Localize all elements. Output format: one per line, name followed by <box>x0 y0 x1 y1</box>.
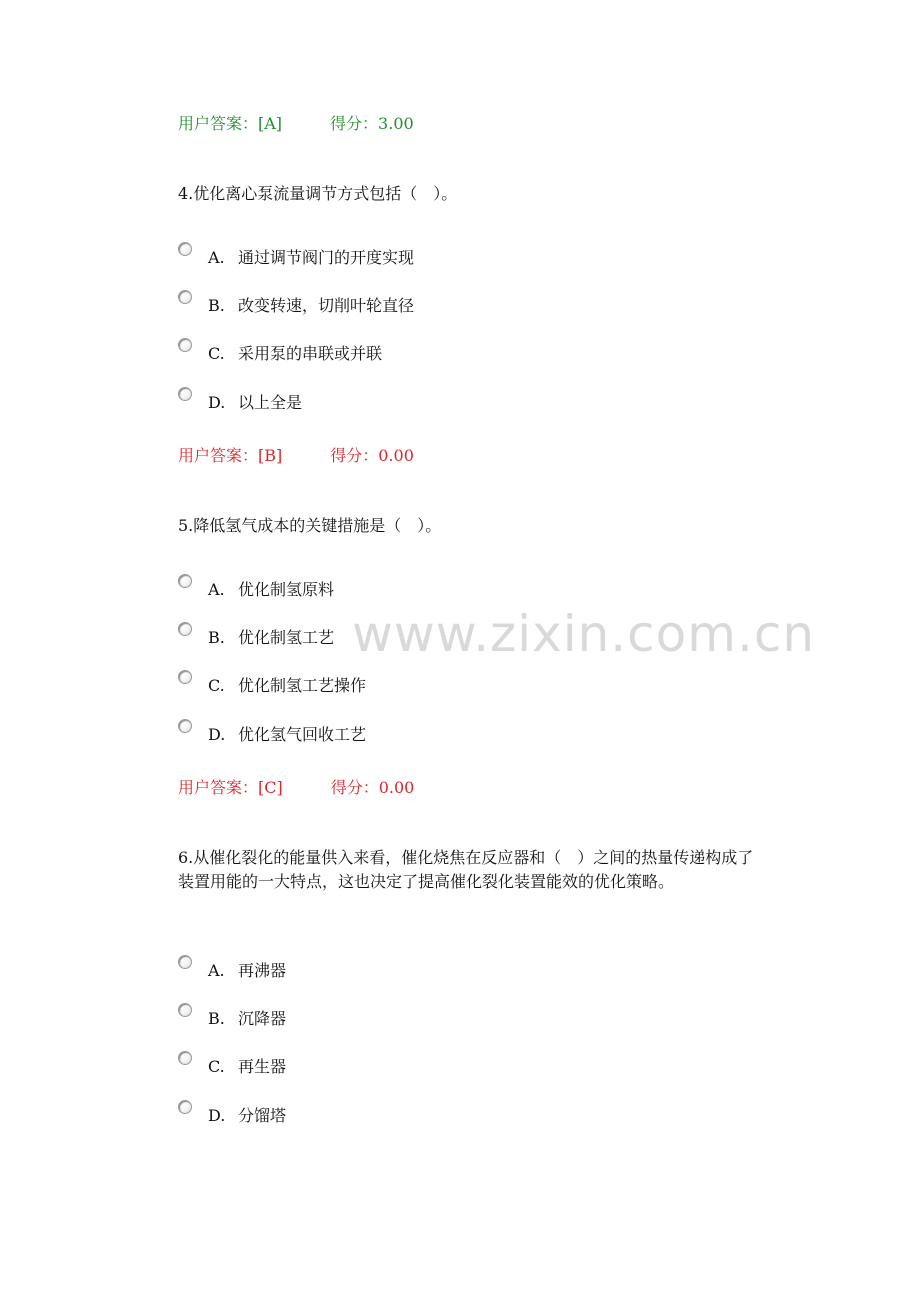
option-label: B. 优化制氢工艺 <box>208 628 335 647</box>
radio-button[interactable] <box>178 338 192 352</box>
option-label: A. 优化制氢原料 <box>208 580 335 599</box>
prev-answer-result <box>178 114 414 134</box>
option-label: D. 分馏塔 <box>208 1106 287 1125</box>
radio-button[interactable] <box>178 1003 192 1017</box>
option-label: C. 采用泵的串联或并联 <box>208 344 383 363</box>
option-label: D. 以上全是 <box>208 393 303 412</box>
radio-button[interactable] <box>178 1100 192 1114</box>
radio-button[interactable] <box>178 574 192 588</box>
radio-button[interactable] <box>178 670 192 684</box>
user-answer-label: 用户答案：[A] <box>178 114 283 133</box>
option-label: C. 优化制氢工艺操作 <box>208 676 367 695</box>
option-label: D. 优化氢气回收工艺 <box>208 725 367 744</box>
option-label: C. 再生器 <box>208 1057 287 1076</box>
option-label: B. 沉降器 <box>208 1009 287 1028</box>
radio-button[interactable] <box>178 719 192 733</box>
option-label: A. 通过调节阀门的开度实现 <box>208 248 415 267</box>
radio-button[interactable] <box>178 1051 192 1065</box>
user-answer-label: 用户答案：[C] <box>178 778 283 797</box>
option-label: B. 改变转速，切削叶轮直径 <box>208 296 415 315</box>
user-answer-label: 用户答案：[B] <box>178 446 283 465</box>
score-label: 得分：0.00 <box>330 446 414 465</box>
question-4-result <box>178 446 414 466</box>
question-4-text: 4.优化离心泵流量调节方式包括（ ）。 <box>178 184 458 203</box>
radio-button[interactable] <box>178 955 192 969</box>
radio-button[interactable] <box>178 622 192 636</box>
radio-button[interactable] <box>178 290 192 304</box>
score-label: 得分：0.00 <box>330 778 415 797</box>
radio-button[interactable] <box>178 387 192 401</box>
radio-button[interactable] <box>178 242 192 256</box>
score-label: 得分：3.00 <box>330 114 414 133</box>
watermark: www.zixin.com.cn <box>352 605 816 663</box>
option-label: A. 再沸器 <box>208 961 287 980</box>
question-6-text: 6.从催化裂化的能量供入来看，催化烧焦在反应器和（ ）之间的热量传递构成了装置用能的一大特点，这也决定了提高催化裂化装置能效的优化策略。 <box>178 848 754 891</box>
question-5-text: 5.降低氢气成本的关键措施是（ ）。 <box>178 516 442 535</box>
question-5-result <box>178 778 414 798</box>
